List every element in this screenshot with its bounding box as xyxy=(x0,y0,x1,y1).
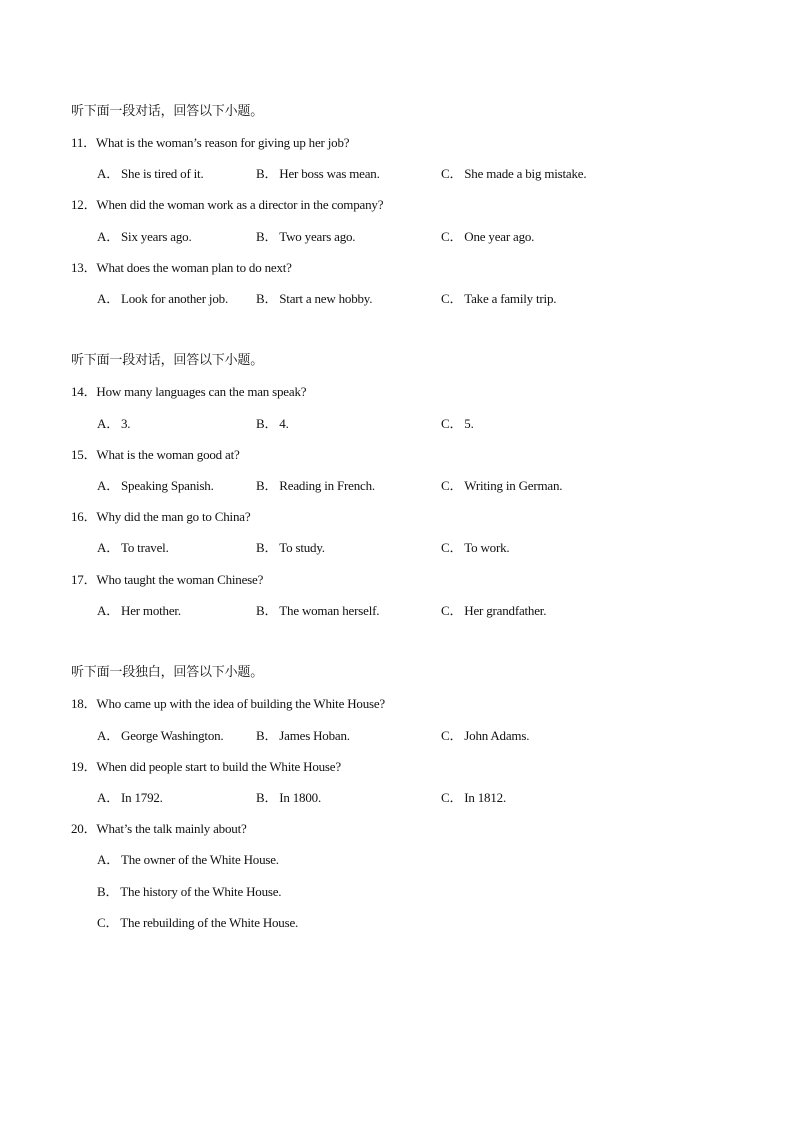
option-a: A． Speaking Spanish. xyxy=(97,478,214,493)
question-number: 14． xyxy=(71,384,97,399)
option-c: C． John Adams. xyxy=(441,728,530,743)
section-intro: 听下面一段独白，回答以下小题。 xyxy=(71,665,264,680)
option-b: B． James Hoban. xyxy=(256,728,350,743)
question-number: 15． xyxy=(71,447,97,462)
option-b: B． Reading in French. xyxy=(256,478,375,493)
question-text: What is the woman’s reason for giving up her job? xyxy=(95,135,350,150)
question-number: 20． xyxy=(71,821,97,836)
option-a: A． She is tired of it. xyxy=(97,166,204,181)
question-text: When did the woman work as a director in the company? xyxy=(96,197,384,212)
question-text: Who taught the woman Chinese? xyxy=(96,572,264,587)
option-b: B． In 1800. xyxy=(256,790,322,805)
option-a: A． The owner of the White House. xyxy=(97,852,279,867)
option-c: C． Writing in German. xyxy=(441,478,563,493)
question-11 xyxy=(71,135,349,151)
option-c: C． The rebuilding of the White House. xyxy=(97,915,299,930)
question-14 xyxy=(71,384,306,400)
option-c: C． She made a big mistake. xyxy=(441,166,587,181)
question-text: How many languages can the man speak? xyxy=(96,384,307,399)
option-b: B． To study. xyxy=(256,540,325,555)
question-13 xyxy=(71,260,292,276)
section-intro: 听下面一段对话，回答以下小题。 xyxy=(71,104,264,119)
section-intro: 听下面一段对话，回答以下小题。 xyxy=(71,353,264,368)
option-a: A． George Washington. xyxy=(97,728,224,743)
option-a: A． Her mother. xyxy=(97,603,181,618)
question-12 xyxy=(71,197,383,213)
question-text: When did people start to build the White House? xyxy=(96,759,341,774)
option-a: A． 3. xyxy=(97,416,131,431)
option-a: A． Look for another job. xyxy=(97,291,228,306)
option-a: A． In 1792. xyxy=(97,790,163,805)
option-a: A． To travel. xyxy=(97,540,169,555)
question-text: Why did the man go to China? xyxy=(96,509,251,524)
option-c: C． One year ago. xyxy=(441,229,535,244)
question-18 xyxy=(71,696,385,712)
option-b: B． The history of the White House. xyxy=(97,884,282,899)
option-c: C． Take a family trip. xyxy=(441,291,557,306)
question-19 xyxy=(71,759,341,775)
question-20 xyxy=(71,821,247,837)
option-b: B． 4. xyxy=(256,416,289,431)
question-text: Who came up with the idea of building the White House? xyxy=(96,696,386,711)
option-c: C． 5. xyxy=(441,416,474,431)
option-b: B． The woman herself. xyxy=(256,603,380,618)
question-number: 19． xyxy=(71,759,97,774)
option-b: B． Start a new hobby. xyxy=(256,291,373,306)
question-number: 12． xyxy=(71,197,97,212)
option-b: B． Two years ago. xyxy=(256,229,356,244)
option-b: B． Her boss was mean. xyxy=(256,166,380,181)
question-text: What does the woman plan to do next? xyxy=(96,260,292,275)
option-a: A． Six years ago. xyxy=(97,229,192,244)
question-text: What’s the talk mainly about? xyxy=(96,821,247,836)
question-number: 18． xyxy=(71,696,97,711)
question-number: 16． xyxy=(71,509,97,524)
option-c: C． To work. xyxy=(441,540,510,555)
question-17 xyxy=(71,572,263,588)
question-15 xyxy=(71,447,240,463)
question-number: 17． xyxy=(71,572,97,587)
question-number: 11． xyxy=(71,135,96,150)
question-number: 13． xyxy=(71,260,97,275)
question-text: What is the woman good at? xyxy=(96,447,240,462)
question-16 xyxy=(71,509,250,525)
option-c: C． Her grandfather. xyxy=(441,603,547,618)
option-c: C． In 1812. xyxy=(441,790,507,805)
